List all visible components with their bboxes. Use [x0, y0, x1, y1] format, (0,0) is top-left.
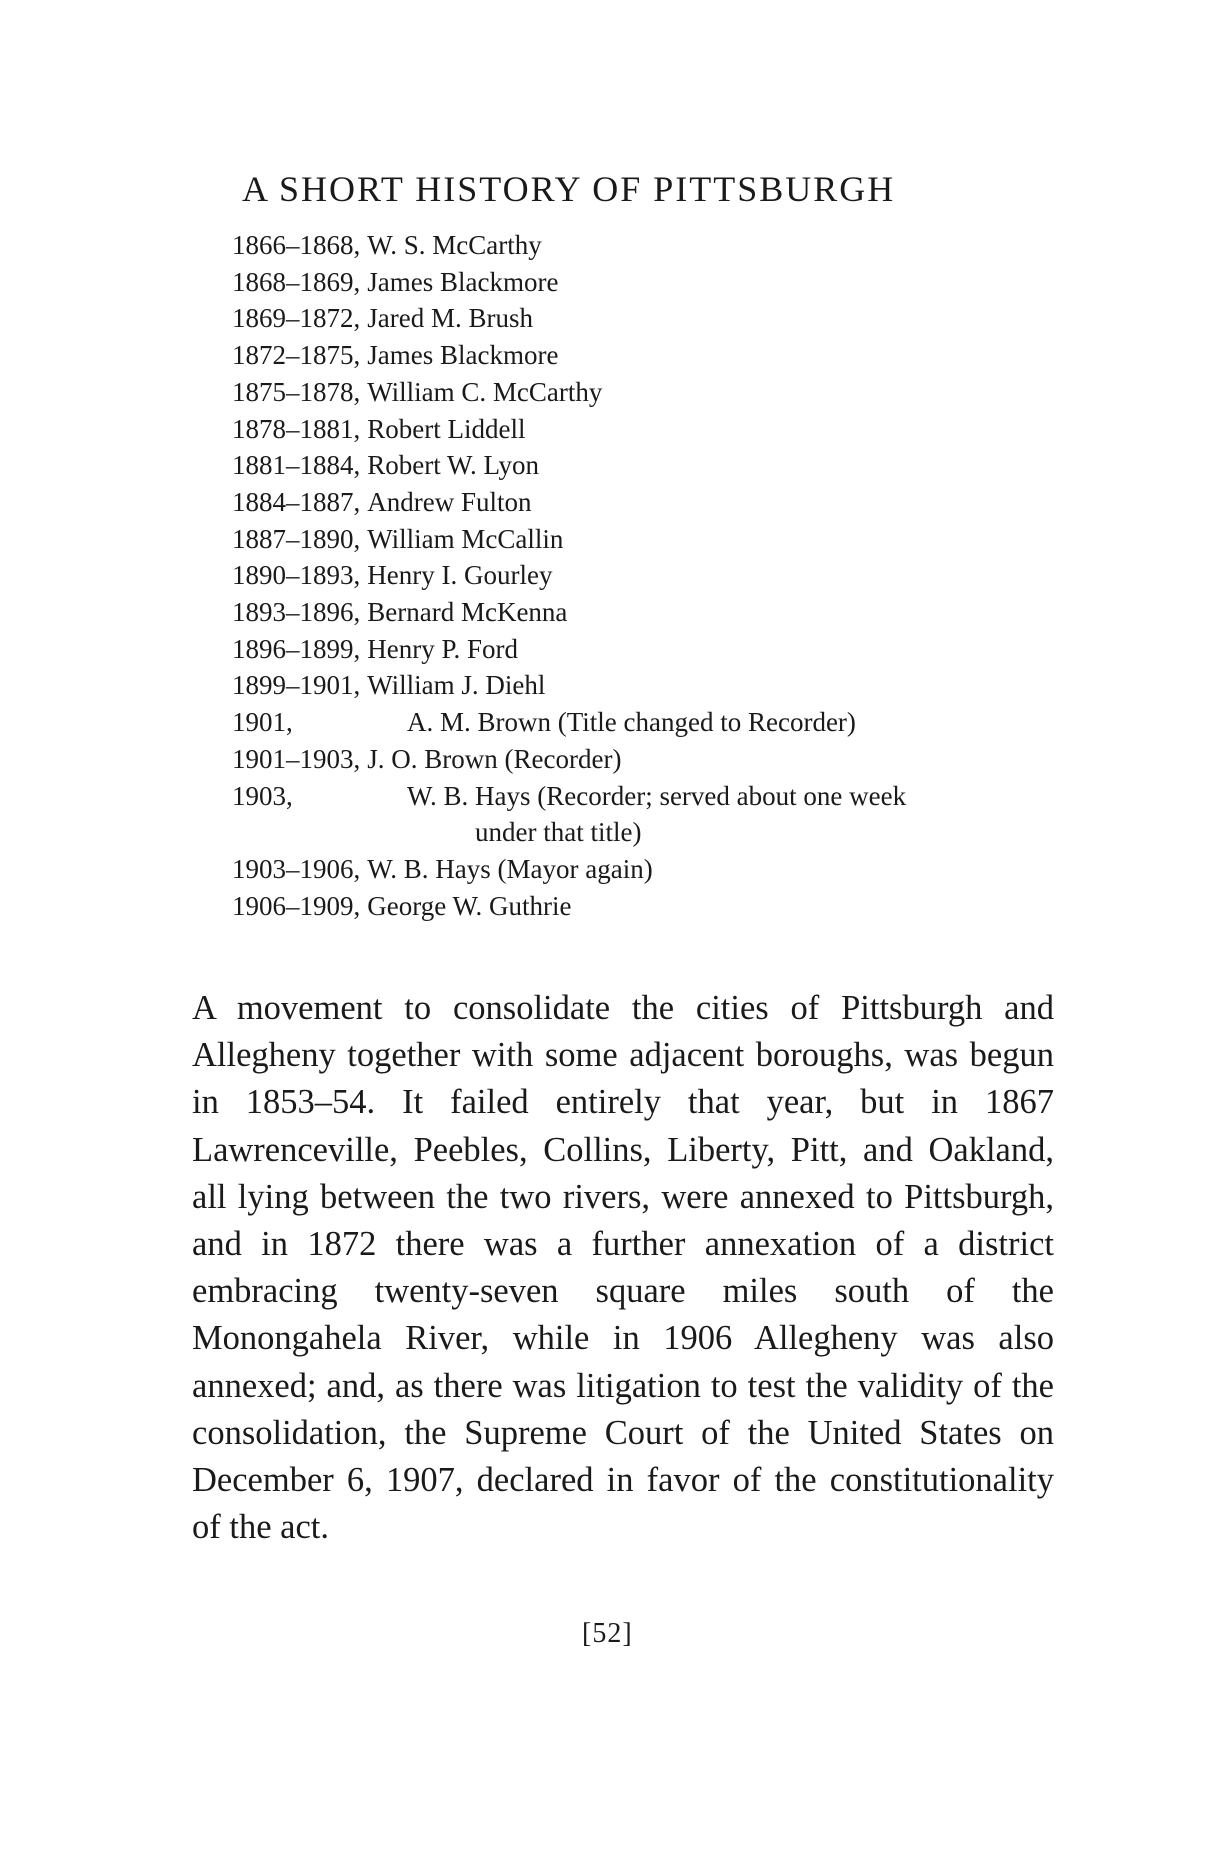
mayor-years: 1884–1887,	[232, 486, 361, 517]
mayor-years: 1866–1868,	[232, 230, 361, 260]
mayor-list-item	[232, 264, 1092, 301]
mayor-name: W. S. McCarthy	[367, 230, 542, 260]
mayor-years: 1901–1903,	[232, 743, 361, 774]
mayor-name: James Blackmore	[367, 266, 559, 297]
mayor-years: 1887–1890,	[232, 523, 361, 554]
mayor-list-item	[232, 337, 1092, 374]
mayor-years: 1869–1872,	[232, 303, 361, 334]
body-paragraph: A movement to consolidate the cities of Pittsburgh and Allegheny together with some adjacent boroughs, was begun in 1853–54. It failed entirely that year, but in 1867 Lawrenceville, Peebles, Collins, Liberty, Pitt, and Oakland, all lying between the two rivers, were annexed to Pittsburgh, and in 1872 there was a further annexation of a district embracing twenty-seven square miles south of the Monongahela River, while in 1906 Allegheny was also annexed; and, as there was litigation to test the validity of the consolidation, the Supreme Court of the United States on December 6, 1907, declared in favor of the constitutionality of the act.	[192, 989, 1054, 1547]
mayor-years: 1868–1869,	[232, 266, 361, 297]
mayor-years: 1899–1901,	[232, 670, 361, 701]
mayor-list-item	[232, 484, 1092, 521]
mayor-list	[232, 227, 1092, 924]
mayor-list-item	[232, 851, 1092, 888]
mayor-name: Jared M. Brush	[367, 303, 533, 334]
mayor-list-item	[232, 227, 1092, 264]
mayor-name: Bernard McKenna	[367, 597, 568, 628]
mayor-list-item	[232, 631, 1092, 668]
mayor-list-item	[232, 374, 1092, 411]
mayor-years: 1901,	[232, 707, 293, 738]
mayor-name: Henry I. Gourley	[367, 560, 553, 591]
mayor-years: 1903–1906,	[232, 853, 361, 884]
running-head: A SHORT HISTORY OF PITTSBURGH	[242, 169, 896, 209]
mayor-years: 1906–1909,	[232, 890, 361, 921]
mayor-years: 1903,	[232, 780, 293, 811]
mayor-years: 1896–1899,	[232, 633, 361, 664]
mayor-name: George W. Guthrie	[367, 890, 572, 921]
mayor-name: J. O. Brown (Recorder)	[367, 743, 622, 774]
mayor-name: William McCallin	[367, 523, 564, 554]
mayor-name-wrapped	[407, 778, 1047, 851]
mayor-list-item	[232, 704, 1092, 741]
mayor-list-item	[232, 521, 1092, 558]
mayor-years: 1881–1884,	[232, 450, 361, 481]
mayor-list-item	[232, 447, 1092, 484]
mayor-years: 1878–1881,	[232, 413, 361, 444]
mayor-list-item	[232, 594, 1092, 631]
mayor-list-item	[232, 741, 1092, 778]
mayor-name: Robert Liddell	[367, 413, 526, 444]
mayor-name: W. B. Hays (Mayor again)	[367, 853, 653, 884]
mayor-years: 1872–1875,	[232, 340, 361, 371]
mayor-name: W. B. Hays (Recorder; served about one week	[407, 780, 907, 811]
mayor-name: James Blackmore	[367, 340, 559, 371]
mayor-list-item	[232, 888, 1092, 925]
mayor-years: 1875–1878,	[232, 376, 361, 407]
mayor-name: William C. McCarthy	[367, 376, 603, 407]
mayor-years: 1893–1896,	[232, 597, 361, 628]
mayor-years: 1890–1893,	[232, 560, 361, 591]
mayor-name: William J. Diehl	[367, 670, 546, 701]
mayor-name: Robert W. Lyon	[367, 450, 540, 481]
mayor-name: Andrew Fulton	[367, 486, 532, 517]
page-number: [52]	[582, 1618, 633, 1649]
mayor-name: A. M. Brown (Title changed to Recorder)	[407, 707, 856, 738]
mayor-name-continuation: under that title)	[475, 817, 642, 848]
mayor-list-item	[232, 300, 1092, 337]
mayor-name: Henry P. Ford	[367, 633, 519, 664]
mayor-list-item	[232, 667, 1092, 704]
mayor-list-item	[232, 778, 1092, 851]
mayor-list-item	[232, 411, 1092, 448]
mayor-list-item	[232, 557, 1092, 594]
